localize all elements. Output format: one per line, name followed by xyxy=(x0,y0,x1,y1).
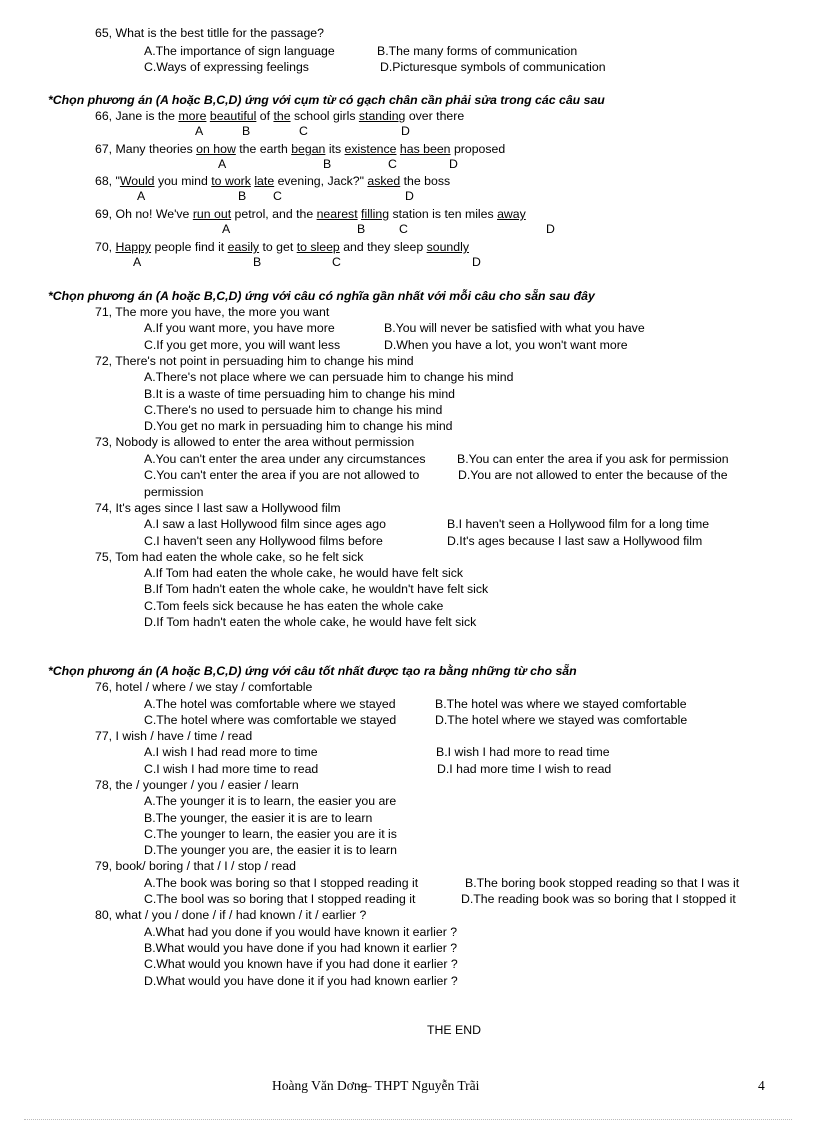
q68-underline-b: to work xyxy=(211,174,251,188)
q77-option-d: D.I had more time I wish to read xyxy=(437,762,612,776)
q68-underline-c: late xyxy=(254,174,275,188)
q66-letter-c: C xyxy=(299,124,308,138)
q79-option-b: B.The boring book stopped reading so that I was it xyxy=(465,876,740,890)
the-end-label: THE END xyxy=(427,1023,481,1037)
q66-underline-c: the xyxy=(273,109,291,123)
q74-option-c: C.I haven't seen any Hollywood films before xyxy=(144,534,383,548)
q69-letter-c: C xyxy=(399,222,408,236)
q75-option-d: D.If Tom hadn't eaten the whole cake, he would have felt sick xyxy=(144,615,477,629)
q73-option-d: D.You are not allowed to enter the because of the xyxy=(458,468,728,482)
q66-letter-a: A xyxy=(195,124,204,138)
q70-letter-a: A xyxy=(133,255,142,269)
q69-letter-b: B xyxy=(357,222,366,236)
q74-stem: 74, It's ages since I last saw a Hollywood film xyxy=(95,501,341,515)
q76-option-d: D.The hotel where we stayed was comfortable xyxy=(435,713,688,727)
q65-stem: 65, What is the best titlle for the passage? xyxy=(95,26,324,40)
q69-text: 69, Oh no! We've xyxy=(95,207,193,221)
q78-option-c: C.The younger to learn, the easier you are it is xyxy=(144,827,397,841)
q77-option-a: A.I wish I had read more to time xyxy=(144,745,318,759)
q80-option-c: C.What would you known have if you had done it earlier ? xyxy=(144,957,458,971)
q65-option-d: D.Picturesque symbols of communication xyxy=(380,60,606,74)
footer-school: — THPT Nguyễn Trãi xyxy=(358,1078,480,1093)
q67-letter-b: B xyxy=(323,157,332,171)
q65-option-b: B.The many forms of communication xyxy=(377,44,578,58)
q71-option-b: B.You will never be satisfied with what you have xyxy=(384,321,645,335)
q71-stem: 71, The more you have, the more you want xyxy=(95,305,330,319)
q69-underline-c: filling xyxy=(361,207,390,221)
q76-option-a: A.The hotel was comfortable where we stayed xyxy=(144,697,396,711)
q68-underline-a: Would xyxy=(119,174,155,188)
q76-stem: 76, hotel / where / we stay / comfortable xyxy=(95,680,313,694)
q67-letter-c: C xyxy=(388,157,397,171)
page-number: 4 xyxy=(758,1078,765,1093)
q71-option-d: D.When you have a lot, you won't want more xyxy=(384,338,628,352)
q67-underline-b: began xyxy=(291,142,326,156)
q70-text: and they sleep xyxy=(339,240,427,254)
q68-underline-d: asked xyxy=(367,174,401,188)
q70-underline-a: Happy xyxy=(115,240,152,254)
q66-text: 66, Jane is the xyxy=(95,109,179,123)
q69-underline-b: nearest xyxy=(316,207,358,221)
footer-author: Hoàng Văn Dơng xyxy=(272,1078,368,1093)
q77-option-c: C.I wish I had more time to read xyxy=(144,762,319,776)
q66-text: over there xyxy=(405,109,465,123)
q75-option-a: A.If Tom had eaten the whole cake, he would have felt sick xyxy=(144,566,463,580)
section-header-error: *Chọn phương án (A hoặc B,C,D) ứng với cụm từ có gạch chân cần phải sửa trong các câu sau xyxy=(48,93,605,107)
q77-option-b: B.I wish I had more to read time xyxy=(436,745,610,759)
q80-stem: 80, what / you / done / if / had known / it / earlier ? xyxy=(95,908,367,922)
q72-option-c: C.There's no used to persuade him to change his mind xyxy=(144,403,443,417)
section-header-sentence-building: *Chọn phương án (A hoặc B,C,D) ứng với câu tốt nhất được tạo ra bằng những từ cho sẵn xyxy=(48,664,577,678)
q69-sentence xyxy=(95,207,526,221)
q71-option-a: A.If you want more, you have more xyxy=(144,321,335,335)
q80-option-d: D.What would you have done it if you had known earlier ? xyxy=(144,974,458,988)
q74-option-a: A.I saw a last Hollywood film since ages ago xyxy=(144,517,386,531)
q69-underline-d: away xyxy=(497,207,526,221)
q78-stem: 78, the / younger / you / easier / learn xyxy=(95,778,299,792)
q80-option-b: B.What would you have done if you had known it earlier ? xyxy=(144,941,458,955)
q69-text: station is ten miles xyxy=(389,207,498,221)
q66-sentence xyxy=(95,109,464,123)
q66-letter-b: B xyxy=(242,124,251,138)
q73-option-b: B.You can enter the area if you ask for permission xyxy=(457,452,729,466)
q70-text: people find it xyxy=(151,240,228,254)
q68-letter-b: B xyxy=(238,189,247,203)
q67-letter-d: D xyxy=(449,157,458,171)
section-header-closest-meaning: *Chọn phương án (A hoặc B,C,D) ứng với câu có nghĩa gần nhất với mỗi câu cho sẵn sau đây xyxy=(48,289,595,303)
q72-option-d: D.You get no mark in persuading him to change his mind xyxy=(144,419,453,433)
q73-stem: 73, Nobody is allowed to enter the area without permission xyxy=(95,435,415,449)
q74-option-b: B.I haven't seen a Hollywood film for a long time xyxy=(447,517,710,531)
q66-letter-d: D xyxy=(401,124,410,138)
q79-option-c: C.The bool was so boring that I stopped reading it xyxy=(144,892,416,906)
q70-text: to get xyxy=(259,240,297,254)
q69-text: petrol, and the xyxy=(231,207,317,221)
q68-text: the boss xyxy=(400,174,451,188)
q70-underline-c: to sleep xyxy=(296,240,340,254)
q78-option-d: D.The younger you are, the easier it is to learn xyxy=(144,843,397,857)
q70-letter-d: D xyxy=(472,255,481,269)
q75-stem: 75, Tom had eaten the whole cake, so he felt sick xyxy=(95,550,364,564)
q70-underline-d: soundly xyxy=(426,240,469,254)
q68-text: evening, Jack?" xyxy=(274,174,368,188)
q68-letter-a: A xyxy=(137,189,146,203)
q78-option-a: A.The younger it is to learn, the easier you are xyxy=(144,794,397,808)
q70-sentence xyxy=(95,240,469,254)
q67-text: proposed xyxy=(450,142,506,156)
q74-option-d: D.It's ages because I last saw a Hollywood film xyxy=(447,534,703,548)
q68-sentence xyxy=(95,174,450,188)
q76-option-b: B.The hotel was where we stayed comfortable xyxy=(435,697,687,711)
q79-option-d: D.The reading book was so boring that I stopped it xyxy=(461,892,736,906)
q70-underline-b: easily xyxy=(227,240,260,254)
q67-text: its xyxy=(325,142,345,156)
q72-option-b: B.It is a waste of time persuading him to change his mind xyxy=(144,387,455,401)
q79-option-a: A.The book was boring so that I stopped reading it xyxy=(144,876,419,890)
q70-letter-c: C xyxy=(332,255,341,269)
q72-option-a: A.There's not place where we can persuade him to change his mind xyxy=(144,370,514,384)
q66-underline-b: beautiful xyxy=(209,109,257,123)
q69-letter-d: D xyxy=(546,222,555,236)
q73-option-a: A.You can't enter the area under any circumstances xyxy=(144,452,426,466)
q66-underline-a: more xyxy=(178,109,207,123)
q77-stem: 77, I wish / have / time / read xyxy=(95,729,253,743)
q69-letter-a: A xyxy=(222,222,231,236)
q67-underline-c: existence xyxy=(344,142,397,156)
q66-text: of xyxy=(256,109,274,123)
q70-letter-b: B xyxy=(253,255,262,269)
q66-text: school girls xyxy=(290,109,359,123)
q75-option-c: C.Tom feels sick because he has eaten the whole cake xyxy=(144,599,444,613)
q67-text: 67, Many theories xyxy=(95,142,197,156)
q73-option-c: C.You can't enter the area if you are not allowed to xyxy=(144,468,420,482)
footer-divider xyxy=(24,1119,792,1120)
q67-sentence xyxy=(95,142,505,156)
q66-underline-d: standing xyxy=(358,109,406,123)
q68-letter-c: C xyxy=(273,189,282,203)
q78-option-b: B.The younger, the easier it is are to learn xyxy=(144,811,373,825)
q67-underline-d: has been xyxy=(399,142,451,156)
q68-text: 68, " xyxy=(95,174,120,188)
q69-underline-a: run out xyxy=(192,207,232,221)
q65-option-a: A.The importance of sign language xyxy=(144,44,335,58)
q79-stem: 79, book/ boring / that / I / stop / read xyxy=(95,859,296,873)
q76-option-c: C.The hotel where was comfortable we stayed xyxy=(144,713,397,727)
q80-option-a: A.What had you done if you would have known it earlier ? xyxy=(144,925,458,939)
q73-option-d-continued: permission xyxy=(144,485,204,499)
q71-option-c: C.If you get more, you will want less xyxy=(144,338,341,352)
q70-text: 70, xyxy=(95,240,116,254)
q68-letter-d: D xyxy=(405,189,414,203)
q67-letter-a: A xyxy=(218,157,227,171)
q65-option-c: C.Ways of expressing feelings xyxy=(144,60,309,74)
q68-text: you mind xyxy=(154,174,212,188)
q75-option-b: B.If Tom hadn't eaten the whole cake, he wouldn't have felt sick xyxy=(144,582,489,596)
q67-underline-a: on how xyxy=(196,142,236,156)
q72-stem: 72, There's not point in persuading him to change his mind xyxy=(95,354,414,368)
q67-text: the earth xyxy=(235,142,292,156)
